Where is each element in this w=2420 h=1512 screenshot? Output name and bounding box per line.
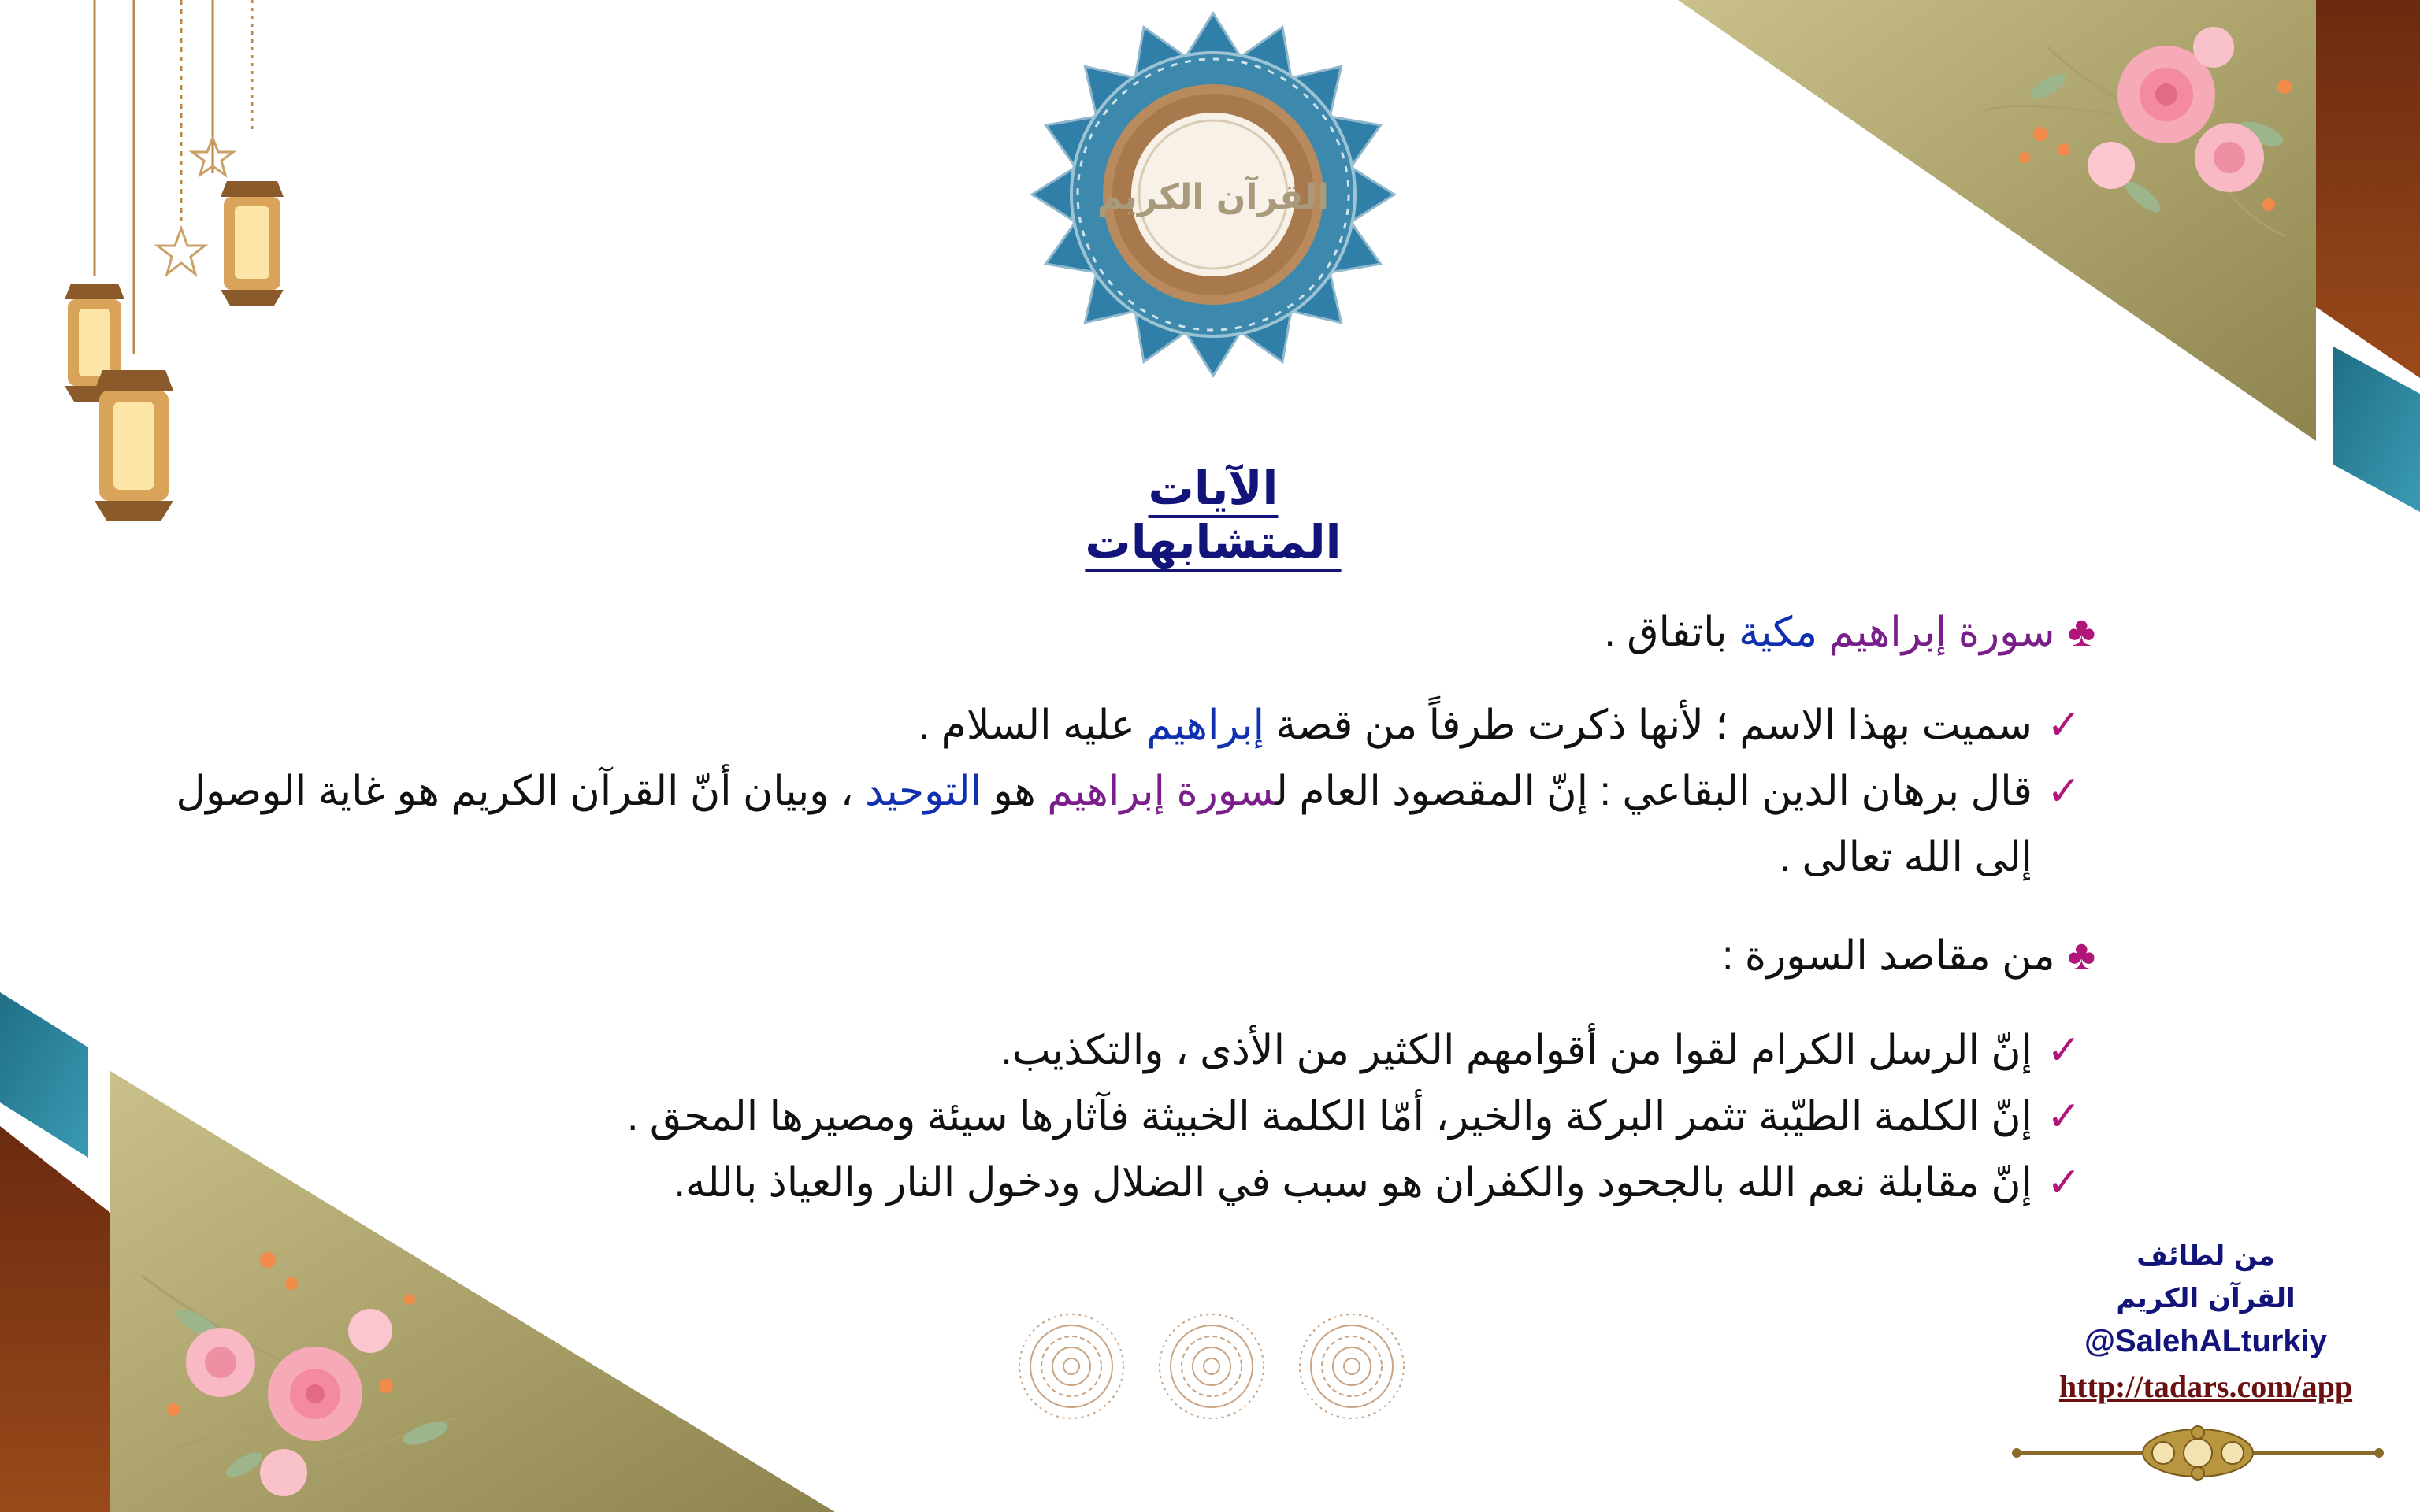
list-item: ✓ إنّ الكلمة الطيّبة تثمر البركة والخير، أمّا الكلمة الخبيثة فآثارها سيئة ومصيرها المحق . [126,1084,2095,1150]
page-title: الآيات المتشابهات [1085,461,1342,569]
website-link[interactable]: http://tadars.com/app [2058,1369,2353,1404]
credit-line2: القرآن الكريم [2116,1283,2296,1314]
surah-name: سورة إبراهيم [1828,610,2055,655]
credit-line1: من لطائف [2136,1240,2275,1272]
main-content [126,598,2095,1216]
ornamental-divider [2009,1418,2387,1488]
list-item: ✓ سميت بهذا الاسم ؛ لأنها ذكرت طرفاً من قصة إبراهيم عليه السلام . [126,692,2095,758]
hanging-lanterns [47,0,307,567]
checkmark-icon: ✓ [2047,769,2081,814]
top-right-brown-panel [2316,0,2420,378]
makkiyyah-label: مكية [1738,610,1818,655]
checkmark-icon: ✓ [2047,1094,2081,1140]
section1-heading [126,598,2095,665]
rosette-icon [1300,1314,1404,1418]
rose-icon [186,1309,392,1496]
rose-icon [2088,27,2264,192]
credit-block [2017,1235,2395,1408]
club-bullet-icon: ♣ [2067,932,2095,979]
list-item: ✓ إنّ مقابلة نعم الله بالجحود والكفران هو سبب في الضلال ودخول النار والعياذ بالله. [126,1150,2095,1216]
section1-list [126,692,2095,891]
top-right-teal-strip [2333,346,2420,512]
list-item: ✓ إنّ الرسل الكرام لقوا من أقوامهم الكثير من الأذى ، والتكذيب. [126,1017,2095,1084]
checkmark-icon: ✓ [2047,702,2081,748]
checkmark-icon: ✓ [2047,1028,2081,1073]
twitter-handle: @SalehALturkiy [2084,1324,2327,1358]
flowers-bottom-left [126,1228,488,1512]
rosette-icon [1019,1314,1123,1418]
rosette-ornaments [1016,1307,1410,1425]
star-icon [158,138,233,274]
quran-medallion-logo [1024,9,1402,380]
club-bullet-icon: ♣ [2067,608,2095,655]
bottom-left-brown-panel [0,1126,110,1512]
arabesque-icon [2143,1426,2253,1480]
section2-heading: ♣ من مقاصد السورة : [126,922,2095,989]
bottom-left-teal-strip [0,992,88,1158]
heading-rest: باتفاق . [1604,610,1728,655]
flowers-top-right [1954,0,2316,260]
lantern-icon [65,181,284,521]
list-item: ✓ قال برهان الدين البقاعي : إنّ المقصود العام لسورة إبراهيم هو التوحيد ، وبيان أنّ القرآن الكريم هو غاية الوصول إلى الله تعالى . [126,758,2095,891]
rosette-icon [1160,1314,1264,1418]
checkmark-icon: ✓ [2047,1160,2081,1206]
logo-calligraphy: القرآن الكريم [1097,177,1330,217]
section2-list [126,1017,2095,1216]
